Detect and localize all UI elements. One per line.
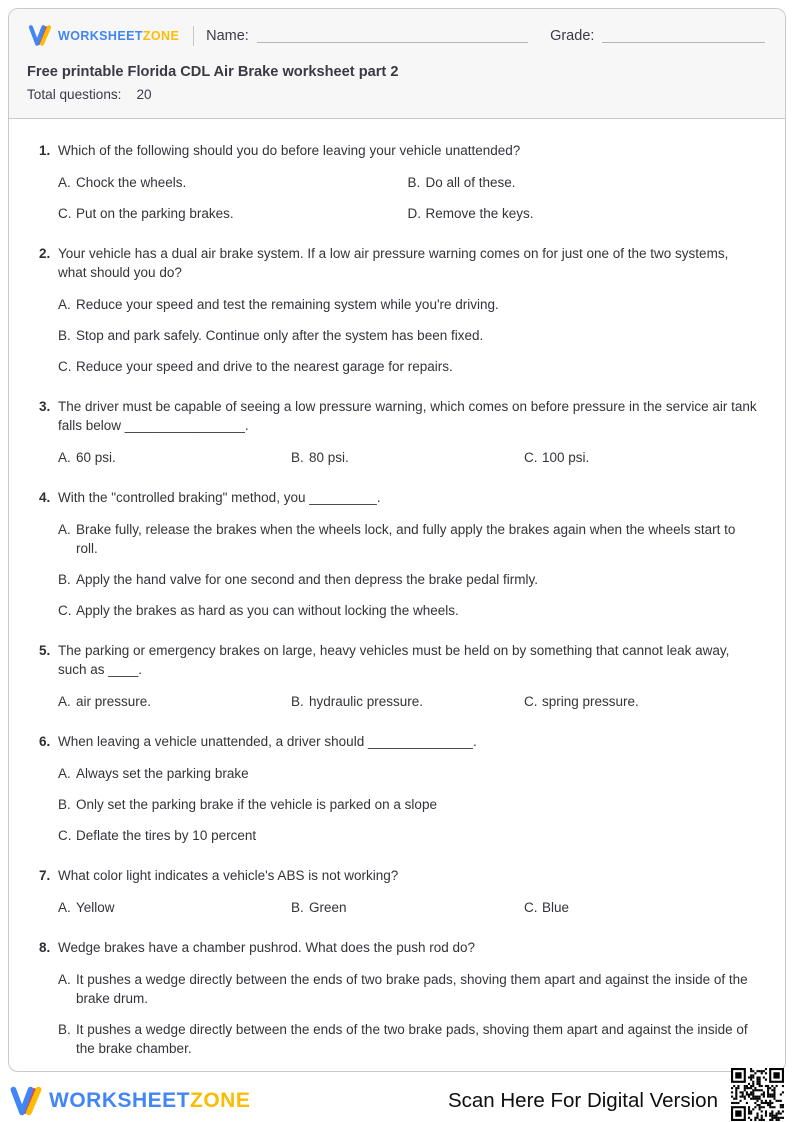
option-letter: A.	[58, 297, 71, 312]
question-text: Which of the following should you do before leaving your vehicle unattended?	[58, 143, 521, 158]
option-b	[408, 173, 758, 192]
option-text: Deflate the tires by 10 percent	[76, 828, 257, 843]
question-text: With the "controlled braking" method, you _________.	[58, 490, 381, 505]
question-number: 4.	[39, 490, 51, 505]
option-text: Brake fully, release the brakes when the wheels lock, and fully apply the brakes again when the wheels start to roll.	[76, 522, 736, 556]
question-3-row	[39, 397, 757, 435]
option-text: Do all of these.	[425, 175, 516, 190]
option-b	[58, 326, 757, 345]
option-text: It pushes a wedge directly between the ends of the two brake pads, shoving them apart and against the inside of the brake chamber.	[76, 1022, 748, 1056]
question-5	[39, 641, 757, 711]
option-text: Apply the brakes as hard as you can without locking the wheels.	[76, 603, 459, 618]
option-letter: A.	[58, 972, 71, 987]
question-1-row	[39, 141, 757, 160]
option-text: Yellow	[76, 900, 115, 915]
grade-blank-line	[602, 28, 765, 43]
option-letter: C.	[58, 206, 72, 221]
logo-word-zone: ZONE	[190, 1089, 251, 1112]
question-2-row	[39, 244, 757, 282]
option-d	[408, 204, 758, 223]
option-letter: B.	[58, 797, 71, 812]
question-2	[39, 244, 757, 376]
question-number: 2.	[39, 246, 51, 261]
option-letter: C.	[524, 900, 538, 915]
option-letter: B.	[58, 572, 71, 587]
option-c	[524, 448, 757, 467]
option-letter: B.	[58, 328, 71, 343]
name-label: Name:	[206, 27, 249, 44]
option-letter: A.	[58, 766, 71, 781]
option-text: spring pressure.	[542, 694, 639, 709]
question-8-row	[39, 938, 757, 957]
logo-word-worksheet: WORKSHEET	[49, 1089, 190, 1112]
option-a	[58, 764, 757, 783]
question-4	[39, 488, 757, 620]
option-text: Chock the wheels.	[76, 175, 187, 190]
question-number: 6.	[39, 734, 51, 749]
option-c	[524, 692, 757, 711]
option-text: Stop and park safely. Continue only after the system has been fixed.	[76, 328, 484, 343]
worksheetzone-logo[interactable]	[27, 24, 179, 47]
option-c	[58, 204, 408, 223]
question-4-row	[39, 488, 757, 507]
logo-word-zone: ZONE	[142, 28, 180, 43]
option-text: Remove the keys.	[425, 206, 534, 221]
option-a	[58, 448, 291, 467]
option-letter: C.	[524, 450, 538, 465]
question-5-row	[39, 641, 757, 679]
option-letter: C.	[58, 603, 72, 618]
scan-here-text: Scan Here For Digital Version	[447, 1089, 718, 1112]
option-text: 80 psi.	[309, 450, 349, 465]
questions-area	[9, 119, 785, 1058]
footer-worksheetzone-logo[interactable]	[8, 1085, 250, 1117]
option-text: Blue	[542, 900, 570, 915]
option-letter: B.	[291, 900, 304, 915]
option-letter: D.	[407, 206, 421, 221]
option-c	[58, 826, 757, 845]
question-7	[39, 866, 757, 917]
option-letter: C.	[524, 694, 538, 709]
option-b	[58, 570, 757, 589]
question-6	[39, 732, 757, 845]
question-3-options	[58, 448, 757, 467]
option-letter: A.	[58, 450, 71, 465]
option-text: It pushes a wedge directly between the ends of two brake pads, shoving them apart and against the inside of the brake drum.	[76, 972, 748, 1006]
page-footer	[8, 1080, 786, 1122]
option-text: air pressure.	[76, 694, 152, 709]
header-logo-row	[27, 24, 765, 47]
option-letter: A.	[58, 175, 71, 190]
question-text: The driver must be capable of seeing a low pressure warning, which comes on before pressure in the service air tank falls below ________________.	[58, 399, 757, 433]
question-text: Your vehicle has a dual air brake system. If a low air pressure warning comes on for just one of the two systems, what should you do?	[58, 246, 729, 280]
option-text: Put on the parking brakes.	[76, 206, 234, 221]
total-questions-value: 20	[136, 87, 152, 102]
qr-code	[731, 1068, 784, 1121]
option-letter: C.	[58, 359, 72, 374]
question-number: 5.	[39, 643, 51, 658]
option-b	[58, 1020, 757, 1058]
option-letter: B.	[407, 175, 421, 190]
option-c	[58, 601, 757, 620]
question-text: What color light indicates a vehicle's ABS is not working?	[58, 868, 399, 883]
question-1-options	[58, 173, 757, 223]
option-text: Green	[309, 900, 347, 915]
logo-wordmark	[58, 29, 179, 43]
question-8	[39, 938, 757, 1058]
option-a	[58, 173, 408, 192]
question-number: 7.	[39, 868, 51, 883]
option-b	[291, 898, 524, 917]
question-text: Wedge brakes have a chamber pushrod. What does the push rod do?	[58, 940, 476, 955]
worksheetzone-w-icon	[8, 1085, 44, 1117]
option-a	[58, 295, 757, 314]
option-a	[58, 970, 757, 1008]
worksheetzone-w-icon	[27, 24, 53, 47]
question-number: 8.	[39, 940, 51, 955]
option-c	[58, 357, 757, 376]
option-text: 60 psi.	[76, 450, 116, 465]
option-a	[58, 692, 291, 711]
option-letter: B.	[58, 1022, 71, 1037]
question-number: 3.	[39, 399, 51, 414]
option-text: Reduce your speed and drive to the nearest garage for repairs.	[76, 359, 453, 374]
option-b	[58, 795, 757, 814]
name-blank-line	[257, 28, 528, 43]
question-7-options	[58, 898, 757, 917]
logo-wordmark	[49, 1089, 250, 1113]
option-c	[524, 898, 757, 917]
question-4-options	[58, 520, 757, 620]
worksheet-header	[9, 9, 785, 119]
question-2-options	[58, 295, 757, 376]
worksheet-card	[8, 8, 786, 1072]
option-letter: A.	[58, 694, 71, 709]
question-text: When leaving a vehicle unattended, a driver should ______________.	[58, 734, 477, 749]
option-a	[58, 898, 291, 917]
option-a	[58, 520, 757, 558]
option-b	[291, 692, 524, 711]
option-letter: C.	[58, 828, 72, 843]
question-7-row	[39, 866, 757, 885]
worksheet-title: Free printable Florida CDL Air Brake worksheet part 2	[27, 64, 399, 80]
option-text: Reduce your speed and test the remaining system while you're driving.	[76, 297, 499, 312]
option-text: Apply the hand valve for one second and then depress the brake pedal firmly.	[76, 572, 539, 587]
total-questions-label: Total questions:	[27, 87, 122, 102]
question-text: The parking or emergency brakes on large, heavy vehicles must be held on by something that cannot leak away, such as ____.	[58, 643, 730, 677]
question-number: 1.	[39, 143, 51, 158]
option-text: Always set the parking brake	[76, 766, 249, 781]
grade-label: Grade:	[550, 27, 595, 44]
question-3	[39, 397, 757, 467]
question-5-options	[58, 692, 757, 711]
option-text: Only set the parking brake if the vehicle is parked on a slope	[76, 797, 437, 812]
question-6-row	[39, 732, 757, 751]
option-b	[291, 448, 524, 467]
qr-modules	[731, 1068, 784, 1121]
question-6-options	[58, 764, 757, 845]
header-divider	[193, 26, 194, 46]
question-8-options	[58, 970, 757, 1058]
option-letter: B.	[291, 450, 304, 465]
question-1	[39, 141, 757, 223]
option-letter: A.	[58, 522, 71, 537]
option-letter: A.	[58, 900, 71, 915]
option-text: 100 psi.	[542, 450, 590, 465]
logo-word-worksheet: WORKSHEET	[58, 28, 143, 43]
total-questions-row	[27, 87, 765, 102]
option-letter: B.	[291, 694, 304, 709]
option-text: hydraulic pressure.	[309, 694, 424, 709]
